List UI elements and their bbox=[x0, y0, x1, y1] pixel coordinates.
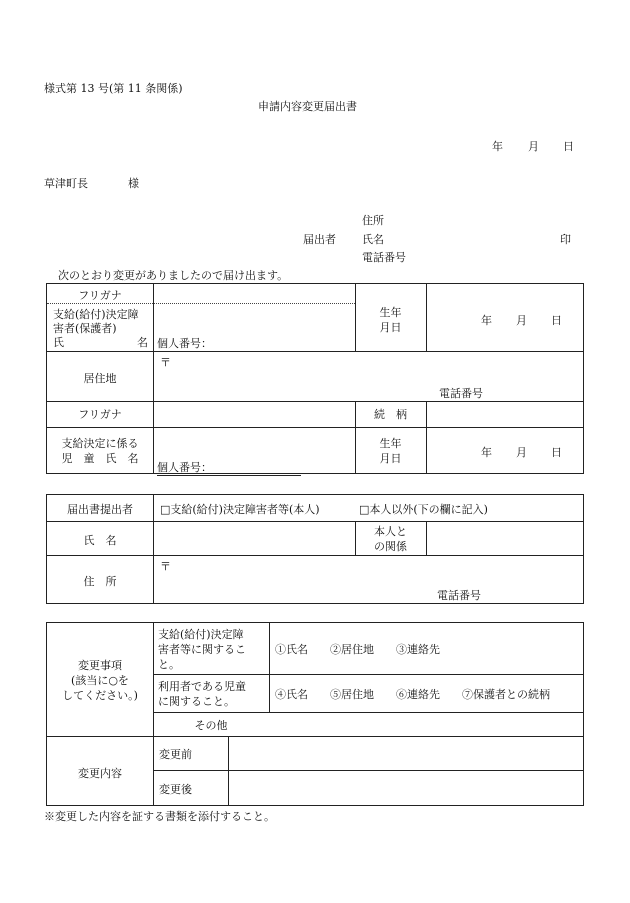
submitter-address-label: 住 所 bbox=[83, 575, 117, 588]
residence-label: 居住地 bbox=[83, 372, 117, 385]
seal-label: 印 bbox=[560, 233, 571, 246]
birth-label-2: 月日 bbox=[379, 321, 402, 334]
relation-label: 続 柄 bbox=[374, 408, 407, 421]
birth-month: 月 bbox=[516, 314, 527, 327]
child-label-1: 支給決定に係る bbox=[61, 437, 139, 450]
birth-year: 年 bbox=[481, 314, 492, 327]
notifier-label: 届出者 bbox=[303, 233, 336, 246]
group2-label-1: 利用者である児童 bbox=[158, 680, 246, 693]
submitter-phone-label: 電話番号 bbox=[437, 589, 481, 602]
birth-day: 日 bbox=[551, 314, 562, 327]
form-number: 様式第 13 号(第 11 条関係) bbox=[44, 82, 183, 95]
child-label-2: 児 童 氏 名 bbox=[61, 452, 139, 465]
child-furigana-label: フリガナ bbox=[78, 408, 122, 421]
group1-label-1: 支給(給付)決定障 bbox=[158, 628, 244, 641]
change-items-label-1: 変更事項 bbox=[78, 659, 122, 672]
before-label: 変更前 bbox=[159, 748, 192, 761]
submitter-label: 届出書提出者 bbox=[67, 503, 133, 516]
change-items-label-3: してください。) bbox=[62, 689, 138, 702]
change-content-label: 変更内容 bbox=[78, 767, 122, 780]
group1-options[interactable]: ①氏名 ②居住地 ③連絡先 bbox=[275, 643, 440, 656]
furigana-label: フリガナ bbox=[78, 289, 122, 302]
submitter-name-label: 氏 名 bbox=[83, 534, 117, 547]
notifier-name-label: 氏名 bbox=[362, 233, 384, 246]
intro-text: 次のとおり変更がありましたので届け出ます。 bbox=[58, 269, 289, 282]
child-birth-label-1: 生年 bbox=[379, 437, 402, 450]
form-title: 申請内容変更届出書 bbox=[258, 100, 357, 113]
child-birth-day: 日 bbox=[551, 446, 562, 459]
notifier-phone-label: 電話番号 bbox=[362, 251, 406, 264]
submitter-table bbox=[46, 494, 584, 604]
date-year: 年 bbox=[492, 140, 503, 153]
notifier-address-label: 住所 bbox=[362, 214, 384, 227]
child-birth-label-2: 月日 bbox=[379, 452, 402, 465]
addressee: 草津町長 bbox=[44, 177, 88, 190]
footnote: ※変更した内容を証する書類を添付すること。 bbox=[44, 810, 275, 823]
option-self-checkbox[interactable]: □支給(給付)決定障害者等(本人) bbox=[160, 503, 320, 516]
birth-label-1: 生年 bbox=[379, 306, 402, 319]
after-label: 変更後 bbox=[159, 783, 192, 796]
group1-label-3: と。 bbox=[158, 658, 180, 671]
group1-label-2: 害者等に関するこ bbox=[158, 643, 246, 656]
residence-phone-label: 電話番号 bbox=[439, 387, 483, 400]
date-day: 日 bbox=[563, 140, 574, 153]
personal-number-field[interactable]: 個人番号： bbox=[157, 335, 301, 352]
child-personal-number-field[interactable]: 個人番号： bbox=[157, 459, 301, 476]
group2-label-2: に関すること。 bbox=[158, 695, 235, 708]
group2-options[interactable]: ④氏名 ⑤居住地 ⑥連絡先 ⑦保護者との続柄 bbox=[275, 688, 550, 701]
relation-label-2: の関係 bbox=[374, 540, 407, 553]
relation-label-1: 本人と bbox=[374, 525, 407, 538]
change-table bbox=[46, 622, 584, 806]
postal-mark: 〒 bbox=[160, 356, 171, 369]
child-birth-year: 年 bbox=[481, 446, 492, 459]
other-label: その他 bbox=[194, 719, 228, 732]
child-birth-month: 月 bbox=[516, 446, 527, 459]
parent-label-2: 害者(保護者) bbox=[53, 322, 117, 335]
option-other-checkbox[interactable]: □本人以外(下の欄に記入) bbox=[359, 503, 488, 516]
submitter-postal-mark: 〒 bbox=[160, 560, 171, 573]
date-month: 月 bbox=[528, 140, 539, 153]
parent-label-1: 支給(給付)決定障 bbox=[53, 308, 139, 321]
honorific: 様 bbox=[128, 177, 139, 190]
parent-name-label-2: 名 bbox=[137, 336, 148, 349]
parent-name-label-1: 氏 bbox=[53, 336, 64, 349]
change-items-label-2: (該当に○を bbox=[71, 674, 129, 687]
applicant-table bbox=[46, 283, 584, 474]
